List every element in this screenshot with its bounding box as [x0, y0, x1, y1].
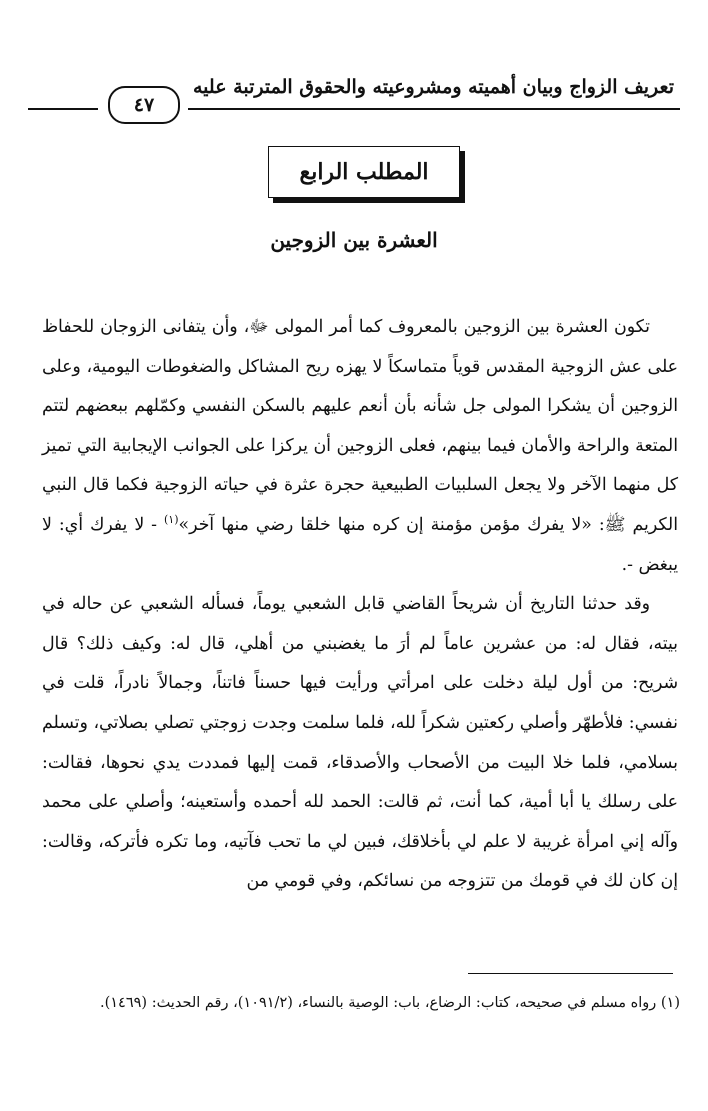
- paragraph-1-tail: - لا يفرك أي: لا يبغض -.: [42, 514, 678, 575]
- body-text: [42, 308, 678, 902]
- header-rule: [188, 108, 680, 110]
- paragraph: [42, 308, 678, 585]
- footnote: (١) رواه مسلم في صحيحه، كتاب: الرضاع، باب: الوصية بالنساء، (١٠٩١/٢)، رقم الحديث: (١٤٦٩).: [99, 995, 680, 1011]
- paragraph: وقد حدثنا التاريخ أن شريحاً القاضي قابل الشعبي يوماً، فسأله الشعبي عن حاله في بيته، فقال له: من عشرين عاماً لم أرَ ما يغضبني من أهلي، قال له: وكيف ذلك؟ قال شريح: من أول ليلة دخلت على امرأتي ورأيت فيها حسناً فاتناً، وجمالاً نادراً، قلت في نفسي: فلأطهّر وأصلي ركعتين شكراً لله، فلما سلمت وجدت زوجتي تصلي بصلاتي، وتسلم بسلامي، فلما خلا البيت من الأصحاب والأصدقاء، قمت إليها فمددت يدي نحوها، فقالت: على رسلك يا أبا أمية، كما أنت، ثم قالت: الحمد لله أحمده وأستعينه؛ وأصلي على محمد وآله إني امرأة غريبة لا علم لي بأخلاقك، فبين لي ما تحب فآتيه، وما تكره فأتركه، وقالت: إن كان لك في قومك من تتزوجه من نسائكم، وفي قومي من: [42, 594, 678, 892]
- page-number-badge: [108, 86, 180, 124]
- page-number: ٤٧: [133, 94, 155, 116]
- running-header-title: تعريف الزواج وبيان أهميته ومشروعيته والحقوق المترتبة عليه: [193, 76, 674, 98]
- footnote-divider: [468, 973, 673, 974]
- footnote-reference[interactable]: (١): [164, 513, 179, 527]
- paragraph-1-text: تكون العشرة بين الزوجين بالمعروف كما أمر المولى ﷻ، وأن يتفانى الزوجان للحفاظ على عش الزوجية المقدس قوياً متماسكاً لا يهزه ريح المشاكل والضغوطات اليومية، وعلى الزوجين أن يشكرا المولى جل شأنه بأن أنعم عليهم بالسكن النفسي وكمّلهم ببعضهم لتتم المتعة والراحة والأمان فيما بينهم، فعلى الزوجين أن يركزا على الجوانب الإيجابية التي تميز كل منهما الآخر ولا يجعل السلبيات الطبيعية حجرة عثرة في حياته الزوجية فكما قال النبي الكريم ﷺ: «لا يفرك مؤمن مؤمنة إن كره منها خلقا رضي منها آخر»: [42, 317, 678, 535]
- section-title: المطلب الرابع: [299, 159, 429, 185]
- header-rule-left: [28, 108, 98, 110]
- section-subtitle: العشرة بين الزوجين: [270, 228, 438, 252]
- running-header: [28, 76, 680, 126]
- section-title-box: [268, 146, 460, 198]
